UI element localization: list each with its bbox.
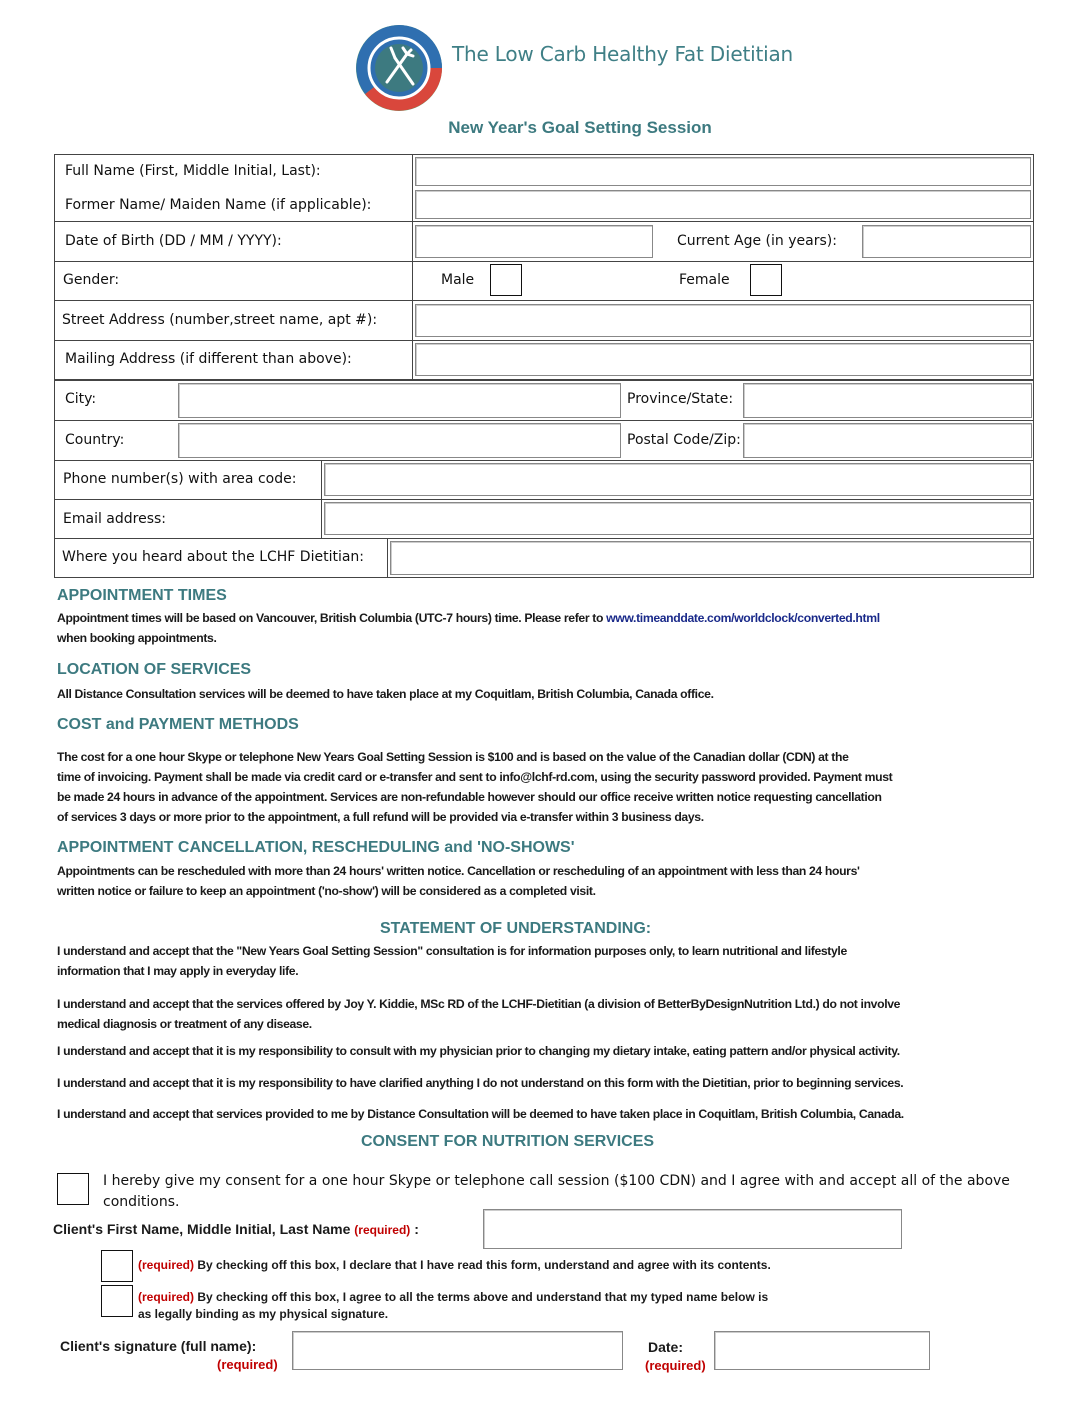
date-field[interactable] [714,1331,930,1370]
city-field[interactable] [178,383,621,418]
cost-line-3: be made 24 hours in advance of the appointment. Services are non-refundable however should our office receive written notice requesting cancellation [57,790,882,804]
appointment-times-body: Appointment times will be based on Vancouver, British Columbia (UTC-7 hours) time. Please refer to [57,611,607,625]
declare-checkbox[interactable] [101,1250,133,1282]
postal-field[interactable] [743,423,1032,458]
full-name-label: Full Name (First, Middle Initial, Last): [65,163,321,179]
heard-label: Where you heard about the LCHF Dietitian: [62,549,365,565]
female-label: Female [679,272,730,288]
street-label: Street Address (number,street name, apt #): [62,312,378,328]
male-label: Male [441,272,475,288]
consent-checkbox[interactable] [57,1173,89,1205]
legal-required: (required) [138,1290,195,1304]
country-label: Country: [65,432,125,448]
phone-label: Phone number(s) with area code: [63,471,297,487]
gender-label: Gender: [63,272,120,288]
full-name-field[interactable] [415,157,1031,186]
date-required: (required) [645,1358,706,1373]
city-label: City: [65,391,97,407]
email-field[interactable] [324,502,1031,535]
former-name-label: Former Name/ Maiden Name (if applicable): [65,197,372,213]
date-label: Date: [648,1339,684,1355]
mailing-field[interactable] [415,343,1031,376]
statement-p3: I understand and accept that it is my responsibility to consult with my physician prior to changing my dietary intake, eating pattern and/or physical activity. [57,1044,900,1058]
signature-field[interactable] [292,1331,623,1370]
consent-line-2: conditions. [103,1194,180,1210]
age-label: Current Age (in years): [677,233,837,249]
statement-p1 [57,941,1057,981]
email-label: Email address: [63,511,167,527]
cancellation-line-1: Appointments can be rescheduled with more than 24 hours' written notice. Cancellation or rescheduling of an appointment with less than 24 hours' [57,864,860,878]
statement-p2 [57,994,1057,1034]
female-checkbox[interactable] [750,264,782,296]
consent-heading: CONSENT FOR NUTRITION SERVICES [361,1133,655,1150]
statement-p4: I understand and accept that it is my responsibility to have clarified anything I do not understand on this form with the Dietitian, prior to beginning services. [57,1076,904,1090]
location-text: All Distance Consultation services will be deemed to have taken place at my Coquitlam, British Columbia, Canada office. [57,687,714,701]
cancellation-heading: APPOINTMENT CANCELLATION, RESCHEDULING and 'NO-SHOWS' [57,839,575,856]
timeanddate-link[interactable]: www.timeanddate.com/worldclock/converted.html [606,611,880,625]
brand-name: The Low Carb Healthy Fat Dietitian [452,42,793,66]
cancellation-text [57,861,1047,901]
cost-line-2: time of invoicing. Payment shall be made via credit card or e-transfer and sent to info@lchf-rd.com, using the security password provided. Payment must [57,770,893,784]
statement-p2-line-1: I understand and accept that the services offered by Joy Y. Kiddie, MSc RD of the LCHF-Dietitian (a division of BetterByDesignNutrition Ltd.) do not involve [57,997,901,1011]
signature-label: Client's signature (full name): [60,1338,257,1354]
appointment-times-body-2: when booking appointments. [57,631,217,645]
legal-body-1: By checking off this box, I agree to all the terms above and understand that my typed name below is [194,1290,769,1304]
dob-label: Date of Birth (DD / MM / YYYY): [65,233,282,249]
logo-icon [355,24,443,112]
country-field[interactable] [178,423,621,458]
consent-text [103,1171,1010,1213]
cost-text [57,747,1047,827]
province-label: Province/State: [627,391,734,407]
location-heading: LOCATION OF SERVICES [57,661,252,678]
phone-field[interactable] [324,463,1031,496]
statement-p5: I understand and accept that services provided to me by Distance Consultation will be deemed to have taken place in Coquitlam, British Columbia, Canada. [57,1107,904,1121]
declare-text [138,1257,898,1274]
client-name-label [53,1221,419,1237]
mailing-label: Mailing Address (if different than above): [65,351,352,367]
client-name-field[interactable] [483,1209,902,1249]
former-name-field[interactable] [415,190,1031,219]
legal-binding-text [138,1289,898,1323]
signature-required: (required) [217,1357,278,1372]
declare-body: By checking off this box, I declare that I have read this form, understand and agree with its contents. [194,1258,771,1272]
document-title: New Year's Goal Setting Session [448,118,712,137]
appointment-times-heading: APPOINTMENT TIMES [57,587,227,604]
appointment-times-text [57,608,1047,648]
cost-heading: COST and PAYMENT METHODS [57,716,299,733]
postal-label: Postal Code/Zip: [627,432,741,448]
statement-p2-line-2: medical diagnosis or treatment of any disease. [57,1017,312,1031]
age-field[interactable] [862,225,1031,258]
statement-p1-line-1: I understand and accept that the "New Years Goal Setting Session" consultation is for information purposes only, to learn nutritional and lifestyle [57,944,847,958]
province-field[interactable] [743,383,1032,418]
statement-p1-line-2: information that I may apply in everyday life. [57,964,299,978]
male-checkbox[interactable] [490,264,522,296]
legal-binding-checkbox[interactable] [101,1285,133,1317]
statement-heading: STATEMENT OF UNDERSTANDING: [380,920,652,937]
client-name-label-text: Client's First Name, Middle Initial, Last Name [53,1221,351,1237]
required-note: (required) [354,1223,411,1237]
heard-field[interactable] [390,541,1031,575]
consent-line-1: I hereby give my consent for a one hour Skype or telephone call session ($100 CDN) and I agree with and accept all of the above [103,1173,1010,1189]
legal-body-2: as legally binding as my physical signature. [138,1307,389,1321]
declare-required: (required) [138,1258,195,1272]
dob-field[interactable] [415,225,653,258]
street-field[interactable] [415,304,1031,337]
client-name-colon: : [414,1221,419,1237]
cost-line-1: The cost for a one hour Skype or telephone New Years Goal Setting Session is $100 and is based on the value of the Canadian dollar (CDN) at the [57,750,849,764]
cancellation-line-2: written notice or failure to keep an appointment ('no-show') will be considered as a completed visit. [57,884,596,898]
cost-line-4: of services 3 days or more prior to the appointment, a full refund will be provided via e-transfer within 3 business days. [57,810,704,824]
